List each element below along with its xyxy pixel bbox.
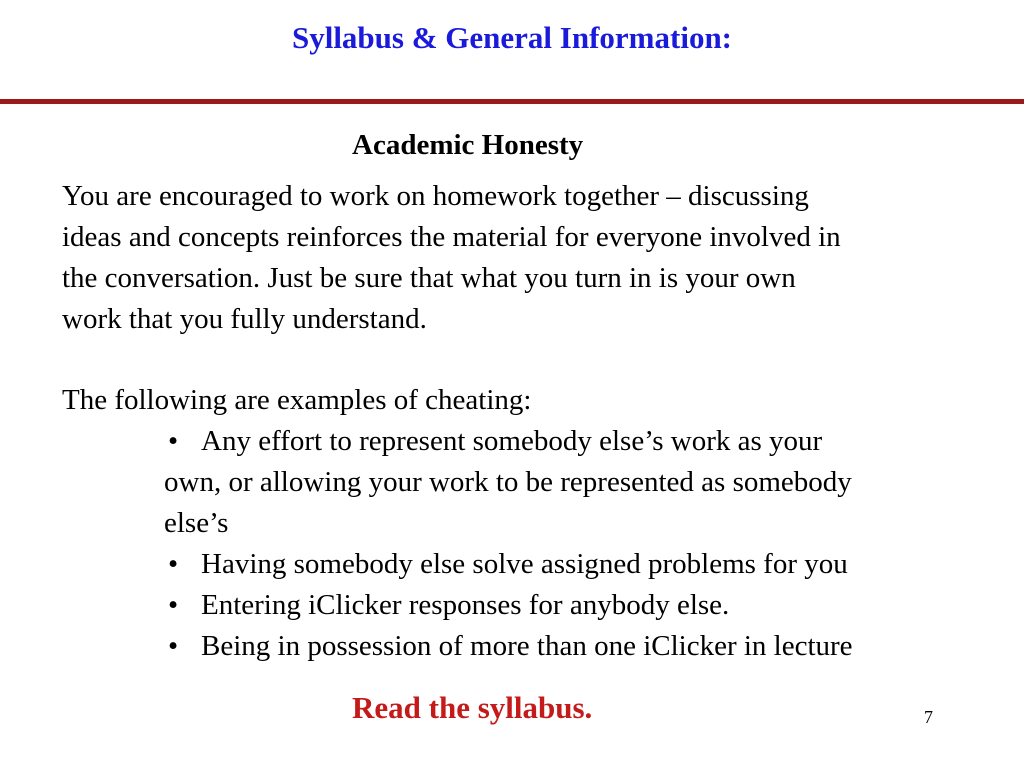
read-syllabus-note: Read the syllabus. [352, 690, 593, 725]
bullet-icon: • [168, 630, 179, 662]
list-item [164, 585, 853, 626]
list-item-text: Entering iClicker responses for anybody else. [201, 589, 730, 621]
paragraph-line: work that you fully understand. [62, 303, 427, 335]
list-item-text: own, or allowing your work to be represented as somebody [164, 466, 852, 498]
examples-intro: The following are examples of cheating: [62, 384, 532, 416]
list-item [164, 626, 853, 667]
paragraph-line: You are encouraged to work on homework together – discussing [62, 180, 809, 212]
list-item-text: Any effort to represent somebody else’s work as your [201, 425, 823, 457]
page-number: 7 [924, 707, 933, 727]
bullet-icon: • [168, 425, 179, 457]
list-item-text: Being in possession of more than one iClicker in lecture [201, 630, 853, 662]
list-item-text: Having somebody else solve assigned problems for you [201, 548, 848, 580]
title-divider [0, 99, 1024, 104]
cheating-examples-list [164, 421, 853, 667]
list-item [164, 421, 853, 544]
bullet-icon: • [168, 548, 179, 580]
list-item [164, 544, 853, 585]
bullet-icon: • [168, 589, 179, 621]
section-heading: Academic Honesty [352, 129, 584, 161]
list-item-text: else’s [164, 507, 229, 539]
paragraph-line: the conversation. Just be sure that what you turn in is your own [62, 262, 796, 294]
slide-title: Syllabus & General Information: [291, 20, 733, 55]
paragraph-line: ideas and concepts reinforces the material for everyone involved in [62, 221, 841, 253]
